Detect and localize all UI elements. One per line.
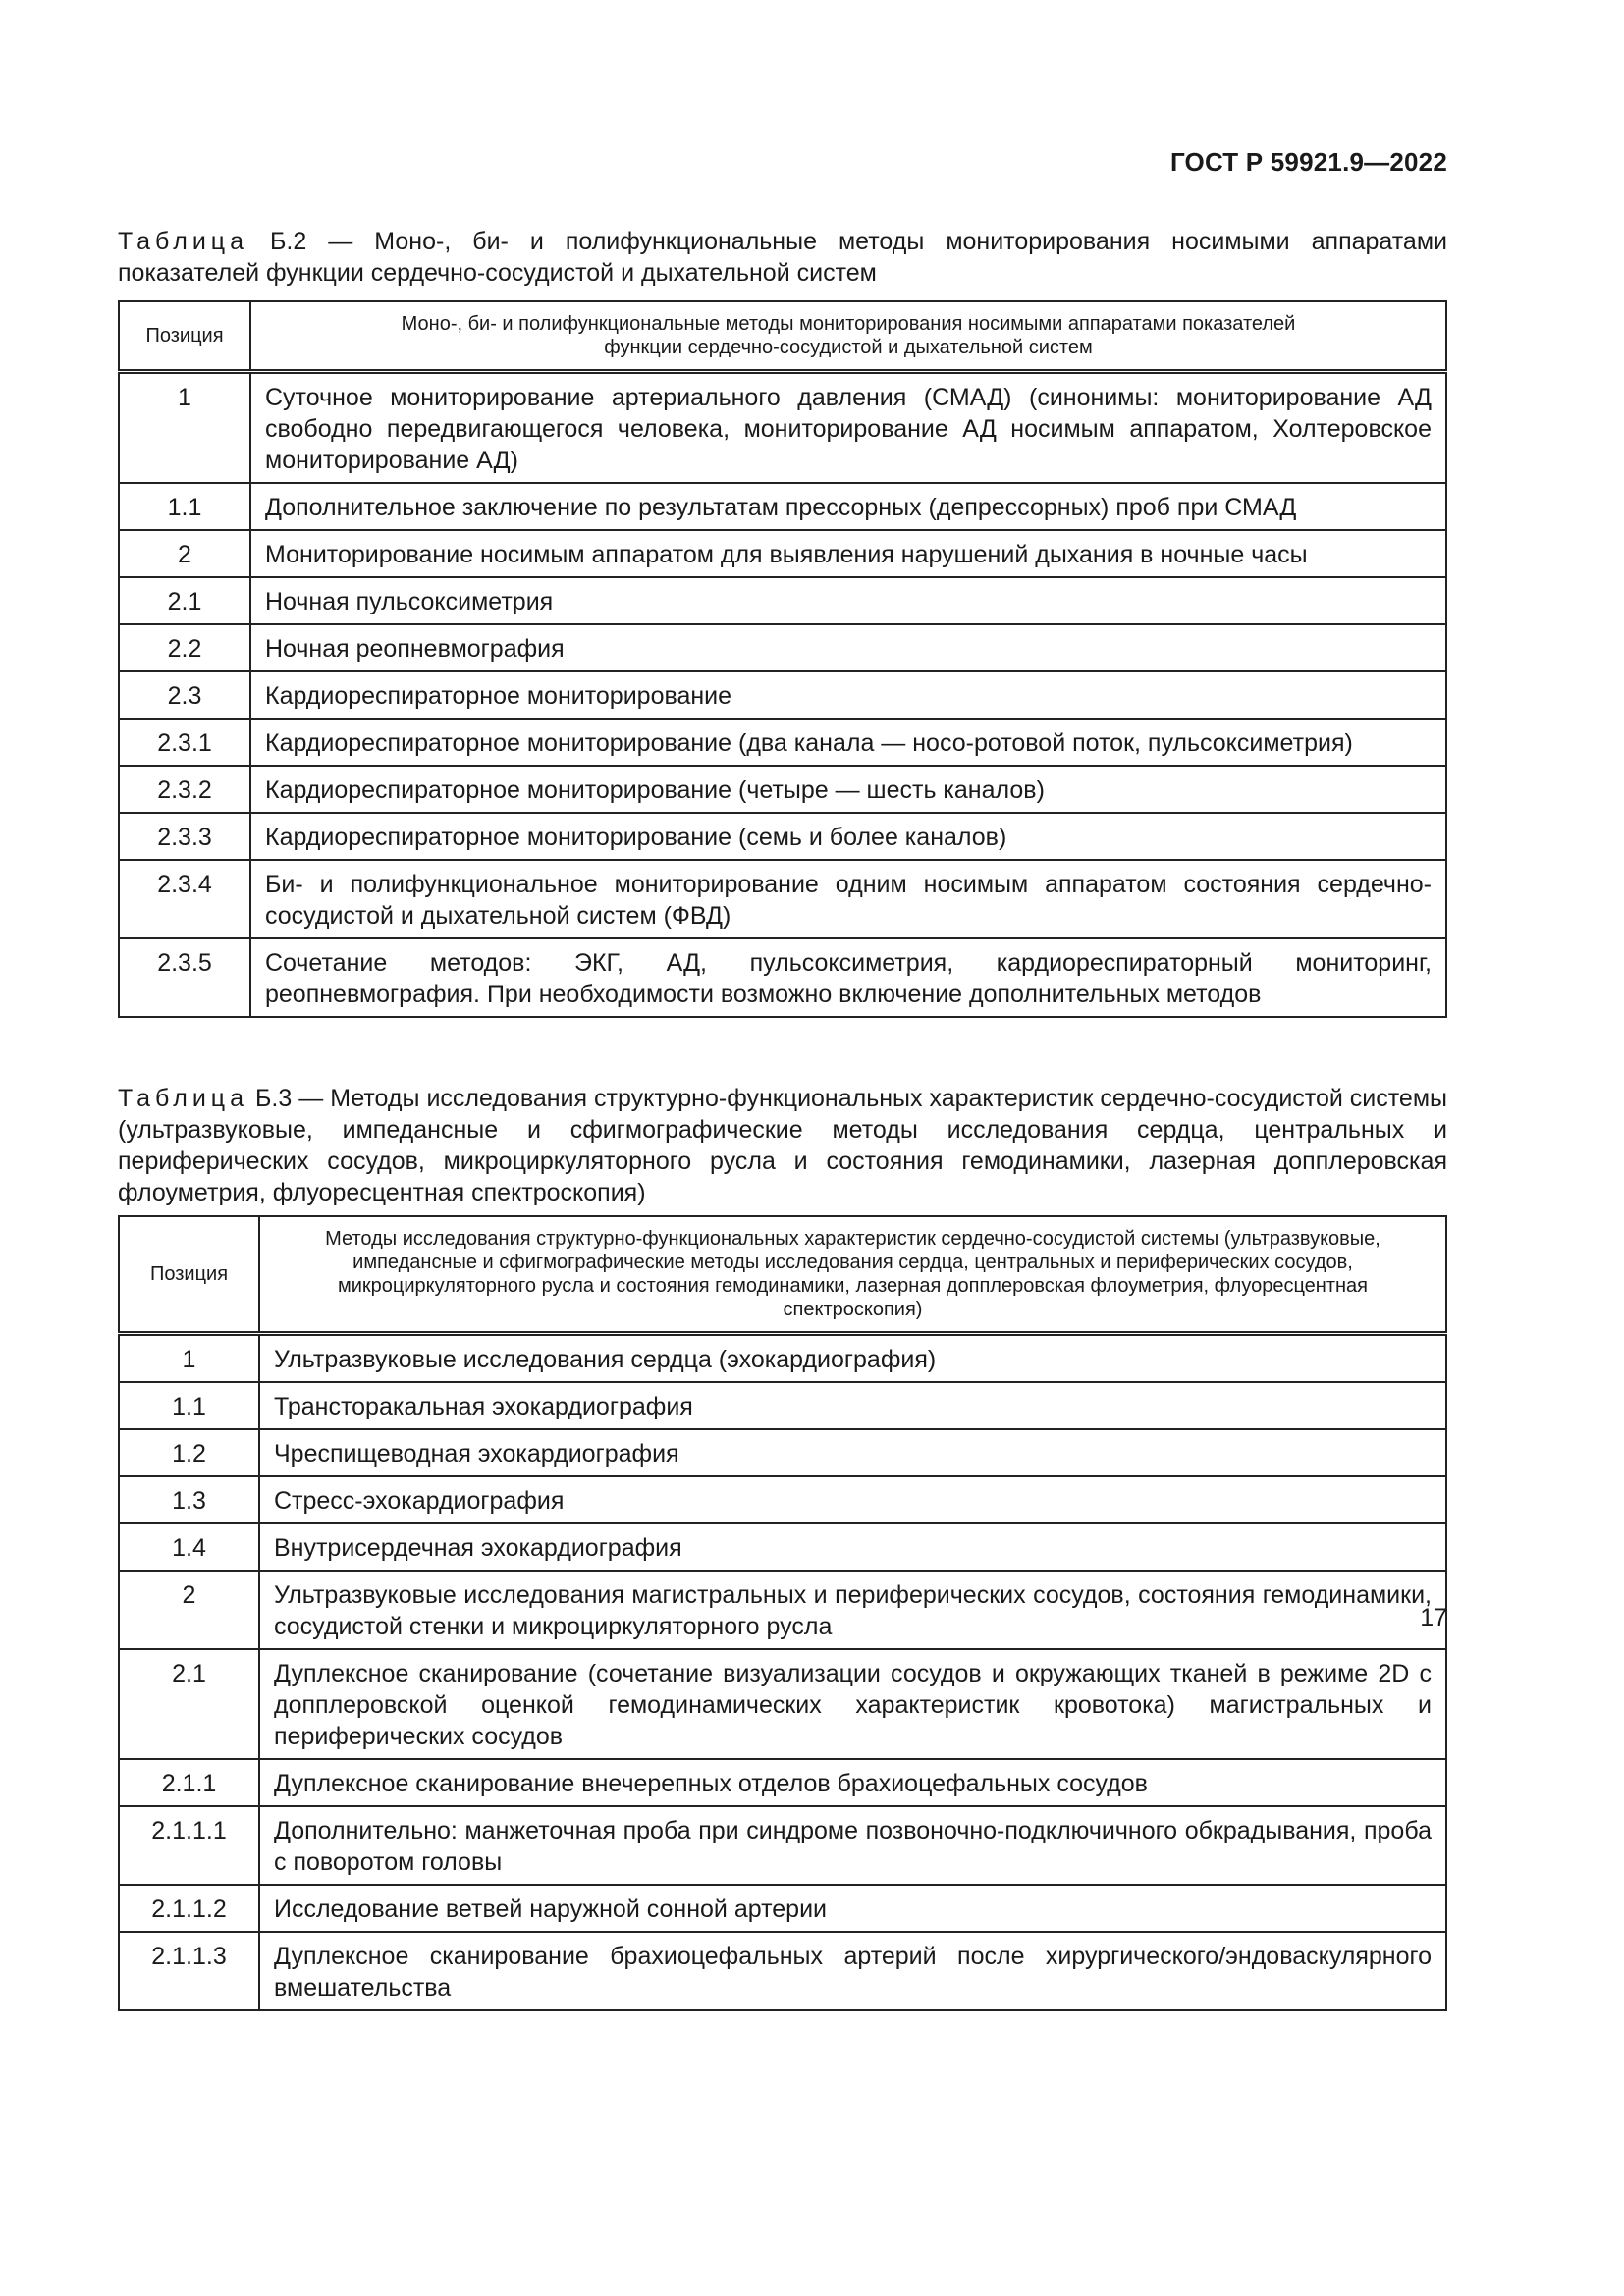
table-b3-row-method: Ультразвуковые исследования сердца (эхокардиография): [259, 1334, 1446, 1383]
table-b2-row: [119, 483, 1446, 530]
table-b3-row-method: Дуплексное сканирование (сочетание визуализации сосудов и окружающих тканей в режиме 2D с допплеровской оценкой гемодинамических характеристик кровотока) магистральных и периферических сосудов: [259, 1649, 1446, 1759]
page-number: 17: [1420, 1604, 1447, 1631]
table-b2-row-method: Кардиореспираторное мониторирование (два канала — носо-ротовой поток, пульсоксиметрия): [250, 719, 1446, 766]
table-b3-row: [119, 1523, 1446, 1571]
table-b3-row-method: Дополнительно: манжеточная проба при синдроме позвоночно-подключичного обкрадывания, проба с поворотом головы: [259, 1806, 1446, 1885]
table-b3-row-position: 1.2: [119, 1429, 259, 1476]
table-b3-row: [119, 1885, 1446, 1932]
table-b2-col-method: Моно-, би- и полифункциональные методы мониторирования носимыми аппаратами показателей функции сердечно-сосудистой и дыхательной систем: [250, 301, 1446, 372]
table-b3-row-method: Дуплексное сканирование брахиоцефальных артерий после хирургического/эндоваскулярного вмешательства: [259, 1932, 1446, 2010]
table-b3-row-position: 2.1.1.2: [119, 1885, 259, 1932]
table-b3-row: [119, 1806, 1446, 1885]
table-b2-row-method: Би- и полифункциональное мониторирование одним носимым аппаратом состояния сердечно-сосудистой и дыхательной систем (ФВД): [250, 860, 1446, 938]
table-b3-row: [119, 1649, 1446, 1759]
table-b2-row-position: 2.1: [119, 577, 250, 624]
table-b2-row: [119, 719, 1446, 766]
table-b2-row: [119, 577, 1446, 624]
table-b3-row-position: 2.1.1.3: [119, 1932, 259, 2010]
table-b3-row-method: Стресс-эхокардиография: [259, 1476, 1446, 1523]
table-b2-row-method: Кардиореспираторное мониторирование: [250, 671, 1446, 719]
table-b2-row-method: Суточное мониторирование артериального давления (СМАД) (синонимы: мониторирование АД свободно передвигающегося человека, мониторирование АД носимым аппаратом, Холтеровское мониторирование АД): [250, 372, 1446, 484]
table-b3-caption-label: Таблица: [118, 1085, 249, 1112]
table-b3-row-method: Дуплексное сканирование внечерепных отделов брахиоцефальных сосудов: [259, 1759, 1446, 1806]
table-b2-row-position: 2.3.3: [119, 813, 250, 860]
table-b2-caption-label: Таблица: [118, 228, 249, 255]
table-b2-row: [119, 860, 1446, 938]
table-b3-row-position: 2.1.1.1: [119, 1806, 259, 1885]
table-b3-row: [119, 1382, 1446, 1429]
table-b2-row: [119, 938, 1446, 1017]
table-b3-row: [119, 1334, 1446, 1383]
table-b3-caption-text: Б.3 — Методы исследования структурно-функциональных характеристик сердечно-сосудистой системы (ультразвуковые, импедансные и сфигмографические методы исследования сердца, центральных и периферических сосудов, микроциркуляторного русла и состояния гемодинамики, лазерная допплеровская флоуметрия, флуоресцентная спектроскопия): [118, 1085, 1447, 1206]
table-b2-row-method: Дополнительное заключение по результатам прессорных (депрессорных) проб при СМАД: [250, 483, 1446, 530]
table-b2-row-method: Кардиореспираторное мониторирование (семь и более каналов): [250, 813, 1446, 860]
table-b3-row-position: 1.1: [119, 1382, 259, 1429]
table-b2-row: [119, 813, 1446, 860]
table-b2-caption: [118, 226, 1447, 289]
table-b3-row-method: Чреспищеводная эхокардиография: [259, 1429, 1446, 1476]
table-b2-row-position: 1: [119, 372, 250, 484]
table-b2-row-position: 1.1: [119, 483, 250, 530]
table-b3-row-position: 2: [119, 1571, 259, 1649]
table-b2-row-position: 2.3.4: [119, 860, 250, 938]
table-b3-col-position: Позиция: [119, 1216, 259, 1334]
table-b2: [118, 300, 1447, 1018]
table-b3-row-position: 1.3: [119, 1476, 259, 1523]
table-b2-row-position: 2: [119, 530, 250, 577]
table-b2-row-method: Ночная пульсоксиметрия: [250, 577, 1446, 624]
table-b3-header-row: [119, 1216, 1446, 1334]
table-b2-col-position: Позиция: [119, 301, 250, 372]
table-b2-row: [119, 530, 1446, 577]
table-b3-row-position: 2.1.1: [119, 1759, 259, 1806]
table-b3-row: [119, 1932, 1446, 2010]
table-b2-row-method: Кардиореспираторное мониторирование (четыре — шесть каналов): [250, 766, 1446, 813]
table-b2-row-position: 2.3.2: [119, 766, 250, 813]
table-b3-caption: [118, 1083, 1447, 1208]
table-b2-row-position: 2.3.1: [119, 719, 250, 766]
table-b3-row-method: Ультразвуковые исследования магистральных и периферических сосудов, состояния гемодинамики, сосудистой стенки и микроциркуляторного русла: [259, 1571, 1446, 1649]
table-b3-row-position: 1.4: [119, 1523, 259, 1571]
table-b2-caption-text: Б.2 — Моно-, би- и полифункциональные методы мониторирования носимыми аппаратами показателей функции сердечно-сосудистой и дыхательной систем: [118, 228, 1447, 287]
table-b3-row: [119, 1429, 1446, 1476]
table-b2-row-position: 2.3: [119, 671, 250, 719]
table-b2-row-position: 2.3.5: [119, 938, 250, 1017]
table-b3-row: [119, 1476, 1446, 1523]
table-b2-row: [119, 372, 1446, 484]
table-b3-row-method: Внутрисердечная эхокардиография: [259, 1523, 1446, 1571]
table-b2-row: [119, 624, 1446, 671]
table-b2-row-position: 2.2: [119, 624, 250, 671]
table-b3-row-method: Исследование ветвей наружной сонной артерии: [259, 1885, 1446, 1932]
table-b2-header-row: [119, 301, 1446, 372]
table-b2-row: [119, 766, 1446, 813]
table-b3-row: [119, 1759, 1446, 1806]
document-code: ГОСТ Р 59921.9—2022: [1169, 147, 1447, 177]
table-b3: [118, 1215, 1447, 2011]
table-b3-row-position: 2.1: [119, 1649, 259, 1759]
table-b2-row: [119, 671, 1446, 719]
table-b3-col-method: Методы исследования структурно-функциональных характеристик сердечно-сосудистой системы (ультразвуковые, импедансные и сфигмографические методы исследования сердца, центральных и периферических сосудов, микроциркуляторного русла и состояния гемодинамики, лазерная допплеровская флоуметрия, флуоресцентная спектроскопия): [259, 1216, 1446, 1334]
table-b3-row-position: 1: [119, 1334, 259, 1383]
table-b3-row-method: Трансторакальная эхокардиография: [259, 1382, 1446, 1429]
table-b2-row-method: Сочетание методов: ЭКГ, АД, пульсоксиметрия, кардиореспираторный мониторинг, реопневмография. При необходимости возможно включение дополнительных методов: [250, 938, 1446, 1017]
table-b2-row-method: Ночная реопневмография: [250, 624, 1446, 671]
table-b3-row: [119, 1571, 1446, 1649]
table-b2-row-method: Мониторирование носимым аппаратом для выявления нарушений дыхания в ночные часы: [250, 530, 1446, 577]
